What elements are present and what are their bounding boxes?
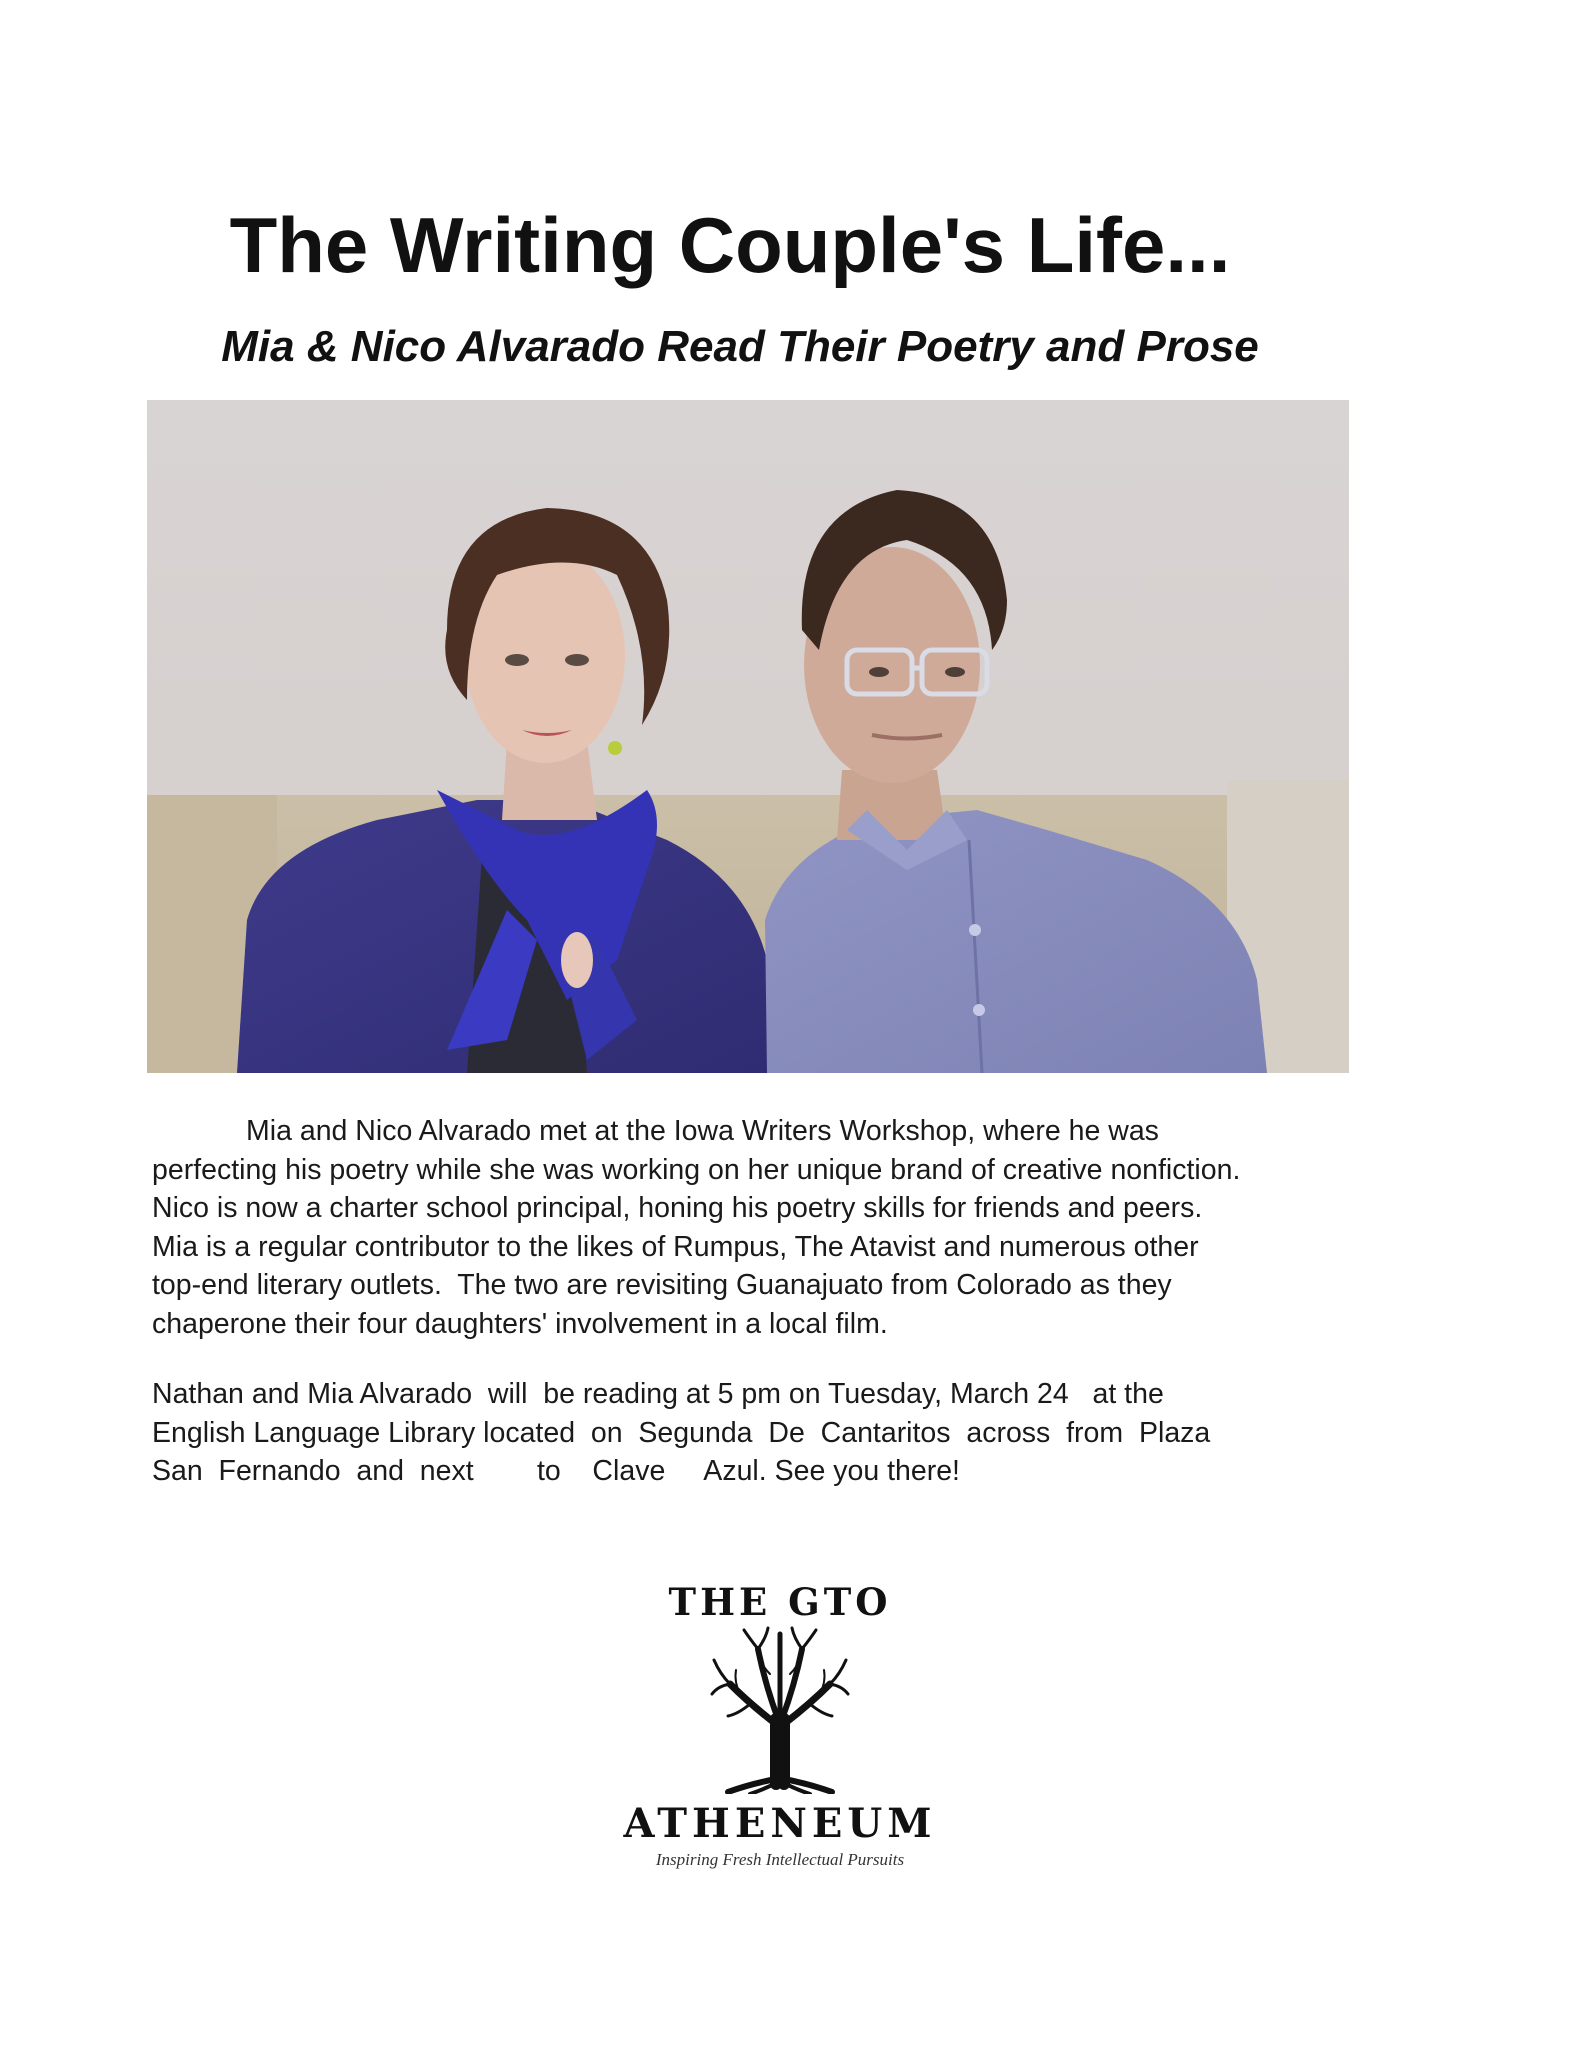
event-line: English Language Library located on Segunda De Cantaritos across from Plaza [152,1416,1211,1449]
logo-top-text: THE GTO [668,1580,892,1624]
logo-tagline: Inspiring Fresh Intellectual Pursuits [655,1850,905,1869]
event-line: Nathan and Mia Alvarado will be reading at 5 pm on Tuesday, March 24 at the [152,1378,1164,1410]
intro-line: Nico is now a charter school principal, honing his poetry skills for friends and peers. [152,1192,1203,1224]
tree-icon [710,1624,850,1794]
intro-paragraph [152,1112,1352,1343]
intro-line: perfecting his poetry while she was working on her unique brand of creative nonfiction. [152,1153,1241,1186]
couple-photo-illustration [147,400,1349,1073]
gto-atheneum-logo [600,1580,960,1880]
page-title: The Writing Couple's Life... [229,201,1231,289]
logo-bottom-text: ATHENEUM [623,1800,937,1847]
couple-photo [147,400,1349,1073]
intro-line: Mia and Nico Alvarado met at the Iowa Writers Workshop, where he was [246,1115,1159,1147]
event-line: San Fernando and next to Clave Azul. See you there! [152,1455,960,1487]
page-subtitle: Mia & Nico Alvarado Read Their Poetry and Prose [221,322,1259,371]
intro-line: chaperone their four daughters' involvement in a local film. [152,1307,888,1340]
intro-line: top-end literary outlets. The two are revisiting Guanajuato from Colorado as they [152,1269,1172,1301]
intro-line: Mia is a regular contributor to the likes of Rumpus, The Atavist and numerous other [152,1230,1199,1263]
event-paragraph [152,1375,1352,1491]
